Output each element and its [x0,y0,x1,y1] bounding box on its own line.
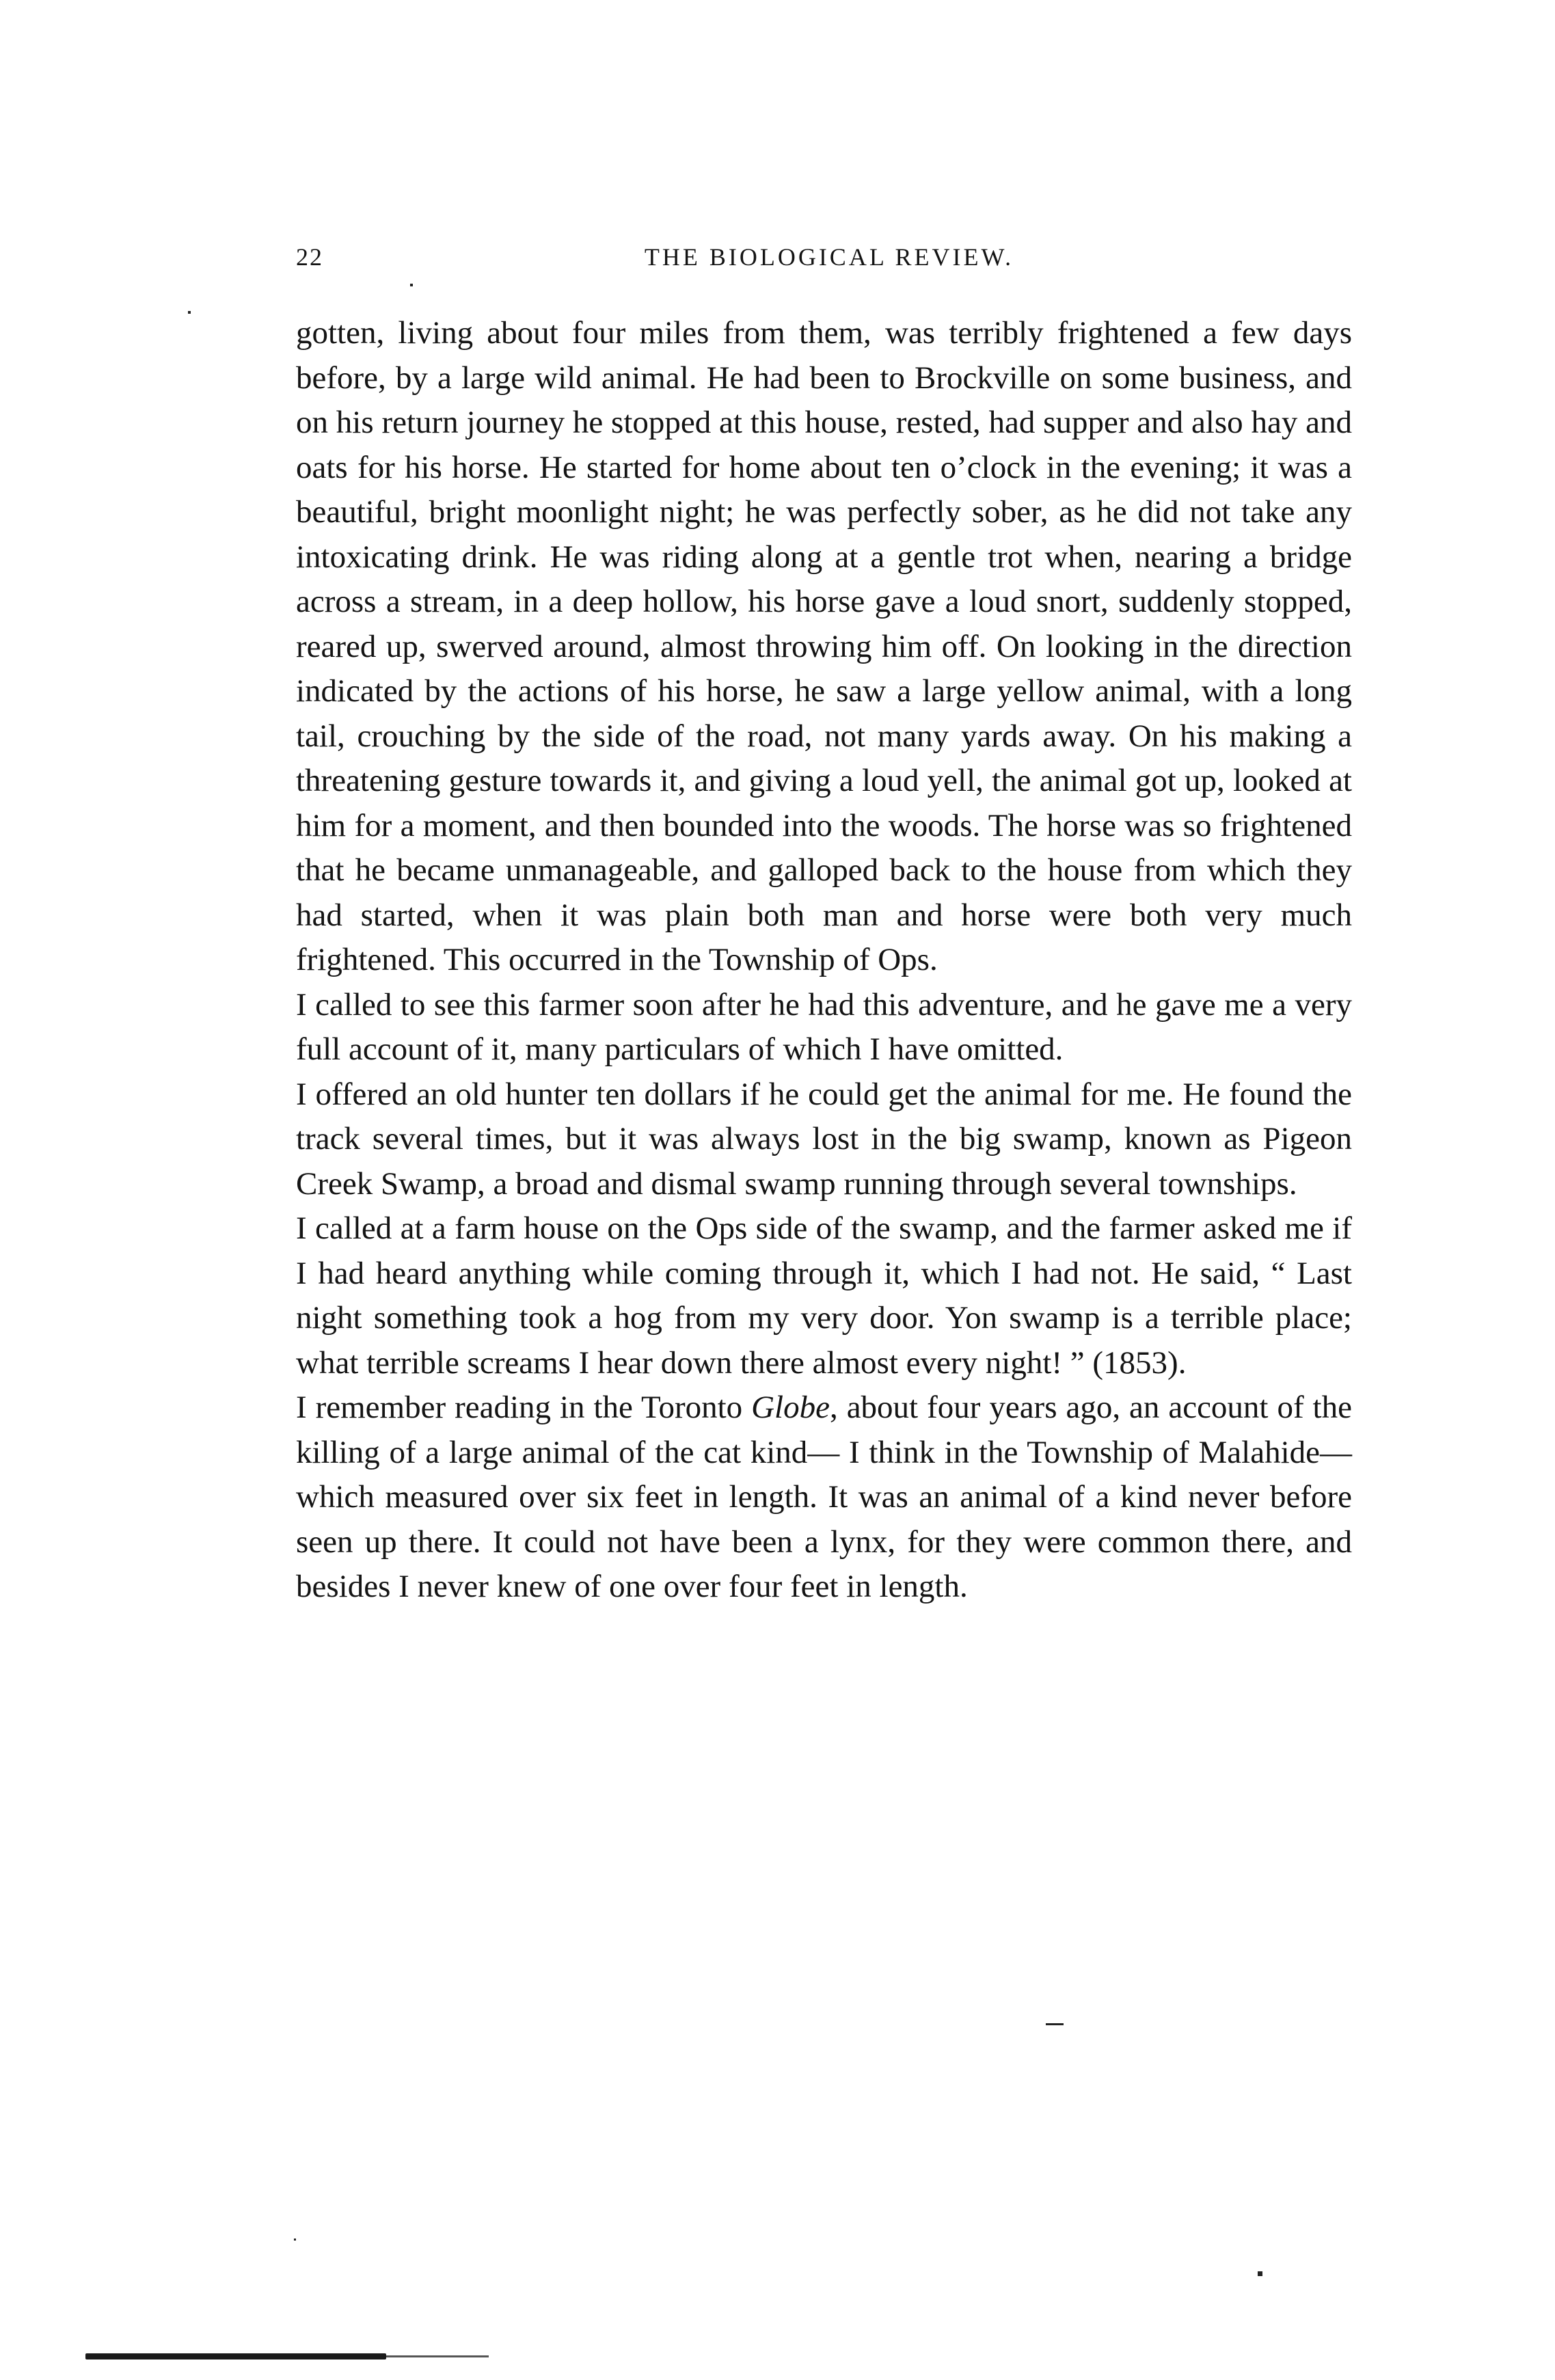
paragraph-5 [296,1385,1352,1610]
paragraph-3: I offered an old hunter ten dollars if he could get the animal for me. He found the track several times, but it was always lost in the big swamp, known as Pigeon Creek Swamp, a broad and dismal swamp running through several townships. [296,1076,1352,1202]
journal-title: THE BIOLOGICAL REVIEW. [644,243,1014,271]
scan-speck [188,311,191,314]
scan-speck [410,284,413,286]
bottom-scan-rule [85,2353,386,2359]
paragraph-4: I called at a farm house on the Ops side of the swamp, and the farmer asked me if I had heard anything while coming through it, which I had not. He said, “ Last night something took a hog from my very door. Yon swamp is a terrible place; what terrible screams I hear down there almost every night! ” (1853). [296,1211,1352,1381]
bottom-scan-rule-tail [386,2355,489,2357]
paragraph-2: I called to see this farmer soon after he had this adventure, and he gave me a very full account of it, many particulars of which I have omitted. [296,986,1352,1067]
paragraph-1: gotten, living about four miles from them, was terribly frightened a few days before, by a large wild animal. He had been to Brockville on some business, and on his return journey he stopped at this house, rested, had supper and also hay and oats for his horse. He started for home about ten o’clock in the evening; it was a beautiful, bright moonlight night; he was perfectly sober, as he did not take any intoxicating drink. He was riding along at a gentle trot when, nearing a bridge across a stream, in a deep hollow, his horse gave a loud snort, suddenly stopped, reared up, swerved around, almost throwing him off. On looking in the direction indicated by the actions of his horse, he saw a large yellow animal, with a long tail, crouching by the side of the road, not many yards away. On his making a threatening gesture towards it, and giving a loud yell, the animal got up, looked at him for a moment, and then bounded into the woods. The horse was so frightened that he became unmanageable, and galloped back to the house from which they had started, when it was plain both man and horse were both very much frightened. This occurred in the Township of Ops. [296,315,1352,977]
running-head [296,243,1362,284]
newspaper-title: Globe [751,1390,830,1425]
paragraph-5-text-end: , about four years ago, an account of the killing of a large animal of the cat kind— I think in the Township of Malahide—which measured over six feet in length. It was an animal of a kind never before seen up there. It could not have been a lynx, for they were common there, and besides I never knew of one over four feet in length. [296,1390,1352,1604]
scan-speck [1258,2271,1262,2276]
article-body [296,311,1352,1610]
page-number: 22 [296,243,323,271]
scan-speck [294,2239,296,2241]
scan-speck [1046,2023,1064,2025]
paragraph-5-text-start: I remember reading in the Toronto [296,1390,752,1425]
